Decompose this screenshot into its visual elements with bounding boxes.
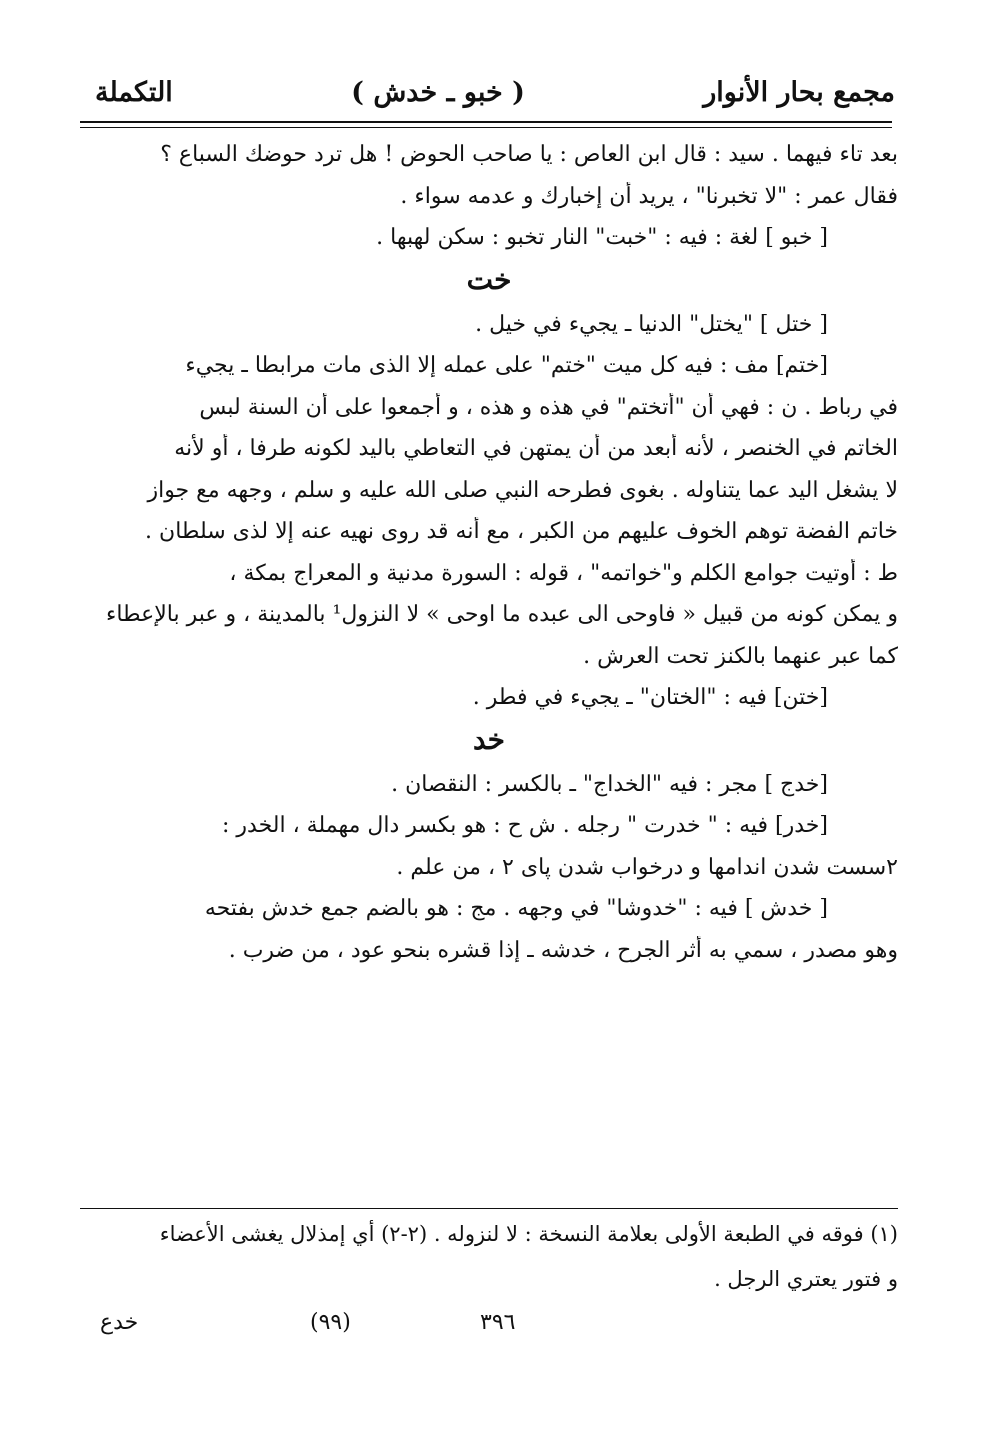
text-line: و يمكن كونه من قبيل « فاوحى الى عبده ما اوحى » لا النزول¹ بالمدينة ، و عبر بالإعطاء — [106, 602, 898, 627]
header-entry-range: ( خبو ـ خدش ) — [351, 76, 525, 108]
text-line: في رباط . ن : فهي أن "أتختم" في هذه و هذه ، و أجمعوا على أن السنة لبس — [199, 394, 898, 420]
section-heading: خت — [466, 262, 512, 296]
page-number: ٣٩٦ — [480, 1310, 516, 1335]
text-line: الخاتم في الخنصر ، لأنه أبعد من أن يمتهن في التعاطي باليد لكونه طرفا ، أو لأنه — [174, 436, 898, 461]
text-line: ٢سست شدن اندامها و درخواب شدن پای ٢ ، من علم . — [396, 854, 898, 880]
footnote-line: (١) فوقه في الطبعة الأولى بعلامة النسخة : لا لنزوله . (٢-٢) أي إمذلال يغشى الأعضاء — [159, 1222, 898, 1246]
page-footer — [90, 1310, 890, 1346]
header-rule-thick — [80, 121, 892, 123]
text-line: كما عبر عنهما بالكنز تحت العرش . — [583, 643, 898, 669]
text-line: [ خبو ] لغة : فيه : "خبت" النار تخبو : سكن لهبها . — [376, 225, 828, 250]
header-book-title: مجمع بحار الأنوار — [703, 76, 895, 108]
text-line: [ختن] فيه : "الختان" ـ يجيء في فطر . — [472, 685, 828, 710]
footnotes — [80, 1220, 898, 1310]
section-number: (٩٩) — [310, 1310, 351, 1335]
section-heading: خد — [472, 722, 505, 756]
header-section-title: التكملة — [95, 76, 173, 108]
footnote-line: و فتور يعتري الرجل . — [714, 1267, 898, 1291]
footnote-rule — [80, 1208, 898, 1209]
text-line: خاتم الفضة توهم الخوف عليهم من الكبر ، مع أنه قد روى نهيه عنه إلا لذى سلطان . — [145, 519, 898, 544]
text-line: وهو مصدر ، سمي به أثر الجرح ، خدشه ـ إذا قشره بنحو عود ، من ضرب . — [228, 937, 898, 963]
text-line: [خدج ] مجر : فيه "الخداج" ـ بالكسر : النقصان . — [391, 771, 828, 797]
running-header — [95, 70, 895, 114]
text-line: [ختم] مف : فيه كل ميت "ختم" على عمله إلا الذى مات مرابطا ـ يجيء — [185, 353, 828, 378]
text-line: بعد تاء فيهما . سيد : قال ابن العاص : يا صاحب الحوض ! هل ترد حوضك السباع ؟ — [160, 142, 898, 167]
text-line: فقال عمر : "لا تخبرنا" ، يريد أن إخبارك و عدمه سواء . — [400, 183, 898, 209]
main-text — [80, 140, 898, 977]
text-line: ط : أوتيت جوامع الكلم و"خواتمه" ، قوله : السورة مدنية و المعراج بمكة ، — [229, 560, 898, 586]
text-line: [ ختل ] "يختل" الدنيا ـ يجيء في خيل . — [475, 311, 828, 337]
header-rule-thin — [80, 127, 892, 128]
text-line: [خدر] فيه : " خدرت " رجله . ش ح : هو بكسر دال مهملة ، الخدر : — [222, 813, 828, 838]
catchword: خدع — [100, 1310, 139, 1335]
text-line: لا يشغل اليد عما يتناوله . بغوى فطرحه النبي صلى الله عليه و سلم ، وجهه مع جواز — [147, 477, 898, 503]
text-line: [ خدش ] فيه : "خدوشا" في وجهه . مج : هو بالضم جمع خدش بفتحه — [204, 896, 828, 921]
